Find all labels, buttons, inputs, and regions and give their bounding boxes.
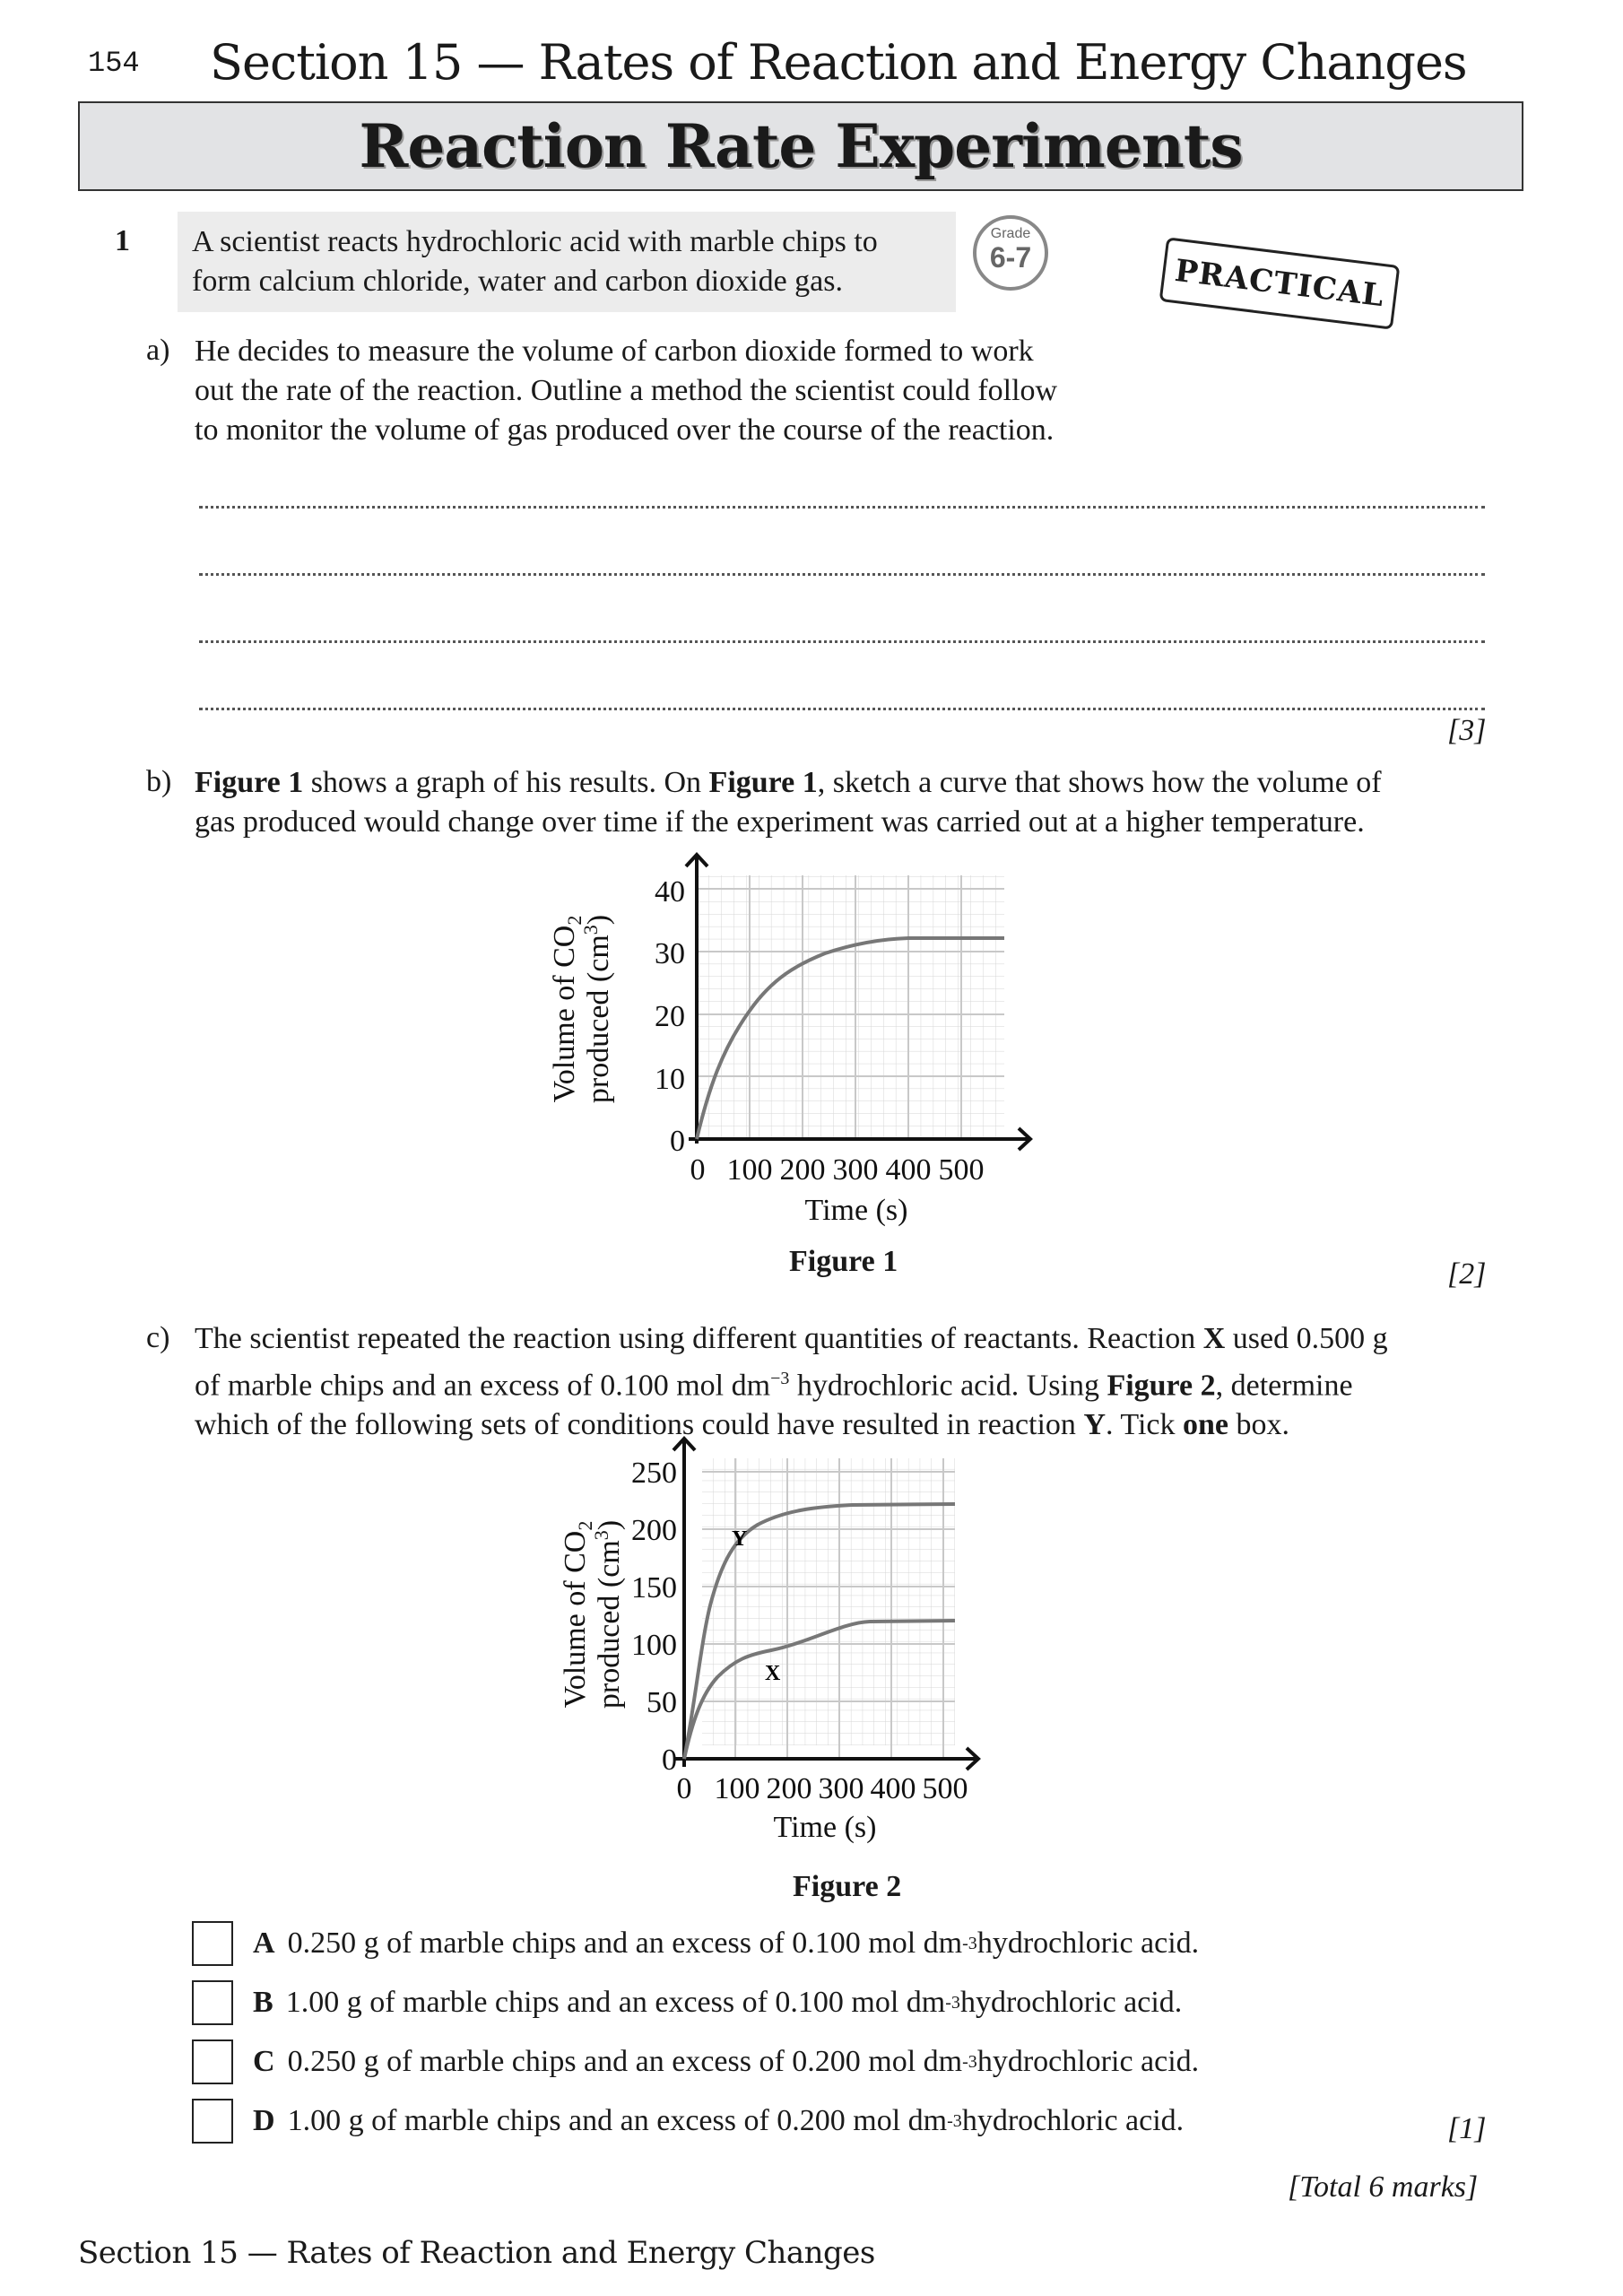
part-b-text <box>195 763 1382 842</box>
option-d[interactable] <box>192 2099 1184 2144</box>
svg-text:400: 400 <box>885 1153 932 1187</box>
checkbox-a[interactable] <box>192 1921 233 1966</box>
svg-text:Volume of CO2: Volume of $CO_2$ <box>559 1520 596 1709</box>
part-b-marks: [2] <box>1447 1257 1487 1291</box>
checkbox-c[interactable] <box>192 2039 233 2084</box>
figure-2-chart[interactable] <box>547 1435 1076 1857</box>
svg-text:0: 0 <box>662 1744 677 1777</box>
part-a-label: a) <box>146 334 170 367</box>
svg-text:100: 100 <box>714 1772 760 1805</box>
option-text: 0.250 g of marble chips and an excess of 0.200 mol dm <box>287 2045 963 2078</box>
svg-text:Time (s): Time (s) <box>804 1194 908 1227</box>
svg-text:100: 100 <box>726 1153 773 1187</box>
svg-text:150: 150 <box>631 1571 677 1605</box>
part-c-text <box>195 1319 1388 1445</box>
question-intro <box>178 212 956 312</box>
svg-text:200: 200 <box>631 1514 677 1547</box>
text: The scientist repeated the reaction using different quantities of reactants. Reaction <box>195 1322 1203 1355</box>
part-a-text <box>195 332 1057 450</box>
option-text: 1.00 g of marble chips and an excess of 0.100 mol dm <box>285 1986 946 2019</box>
option-letter: D <box>253 2104 275 2137</box>
answer-line[interactable] <box>199 639 1485 643</box>
svg-text:Time (s): Time (s) <box>773 1811 877 1844</box>
option-text: 0.250 g of marble chips and an excess of 0.100 mol dm <box>287 1926 963 1960</box>
superscript: −3 <box>770 1369 790 1388</box>
answer-line[interactable] <box>199 706 1485 710</box>
figure-1-caption: Figure 1 <box>789 1245 898 1278</box>
text: box. <box>1228 1408 1289 1442</box>
figure-2-caption: Figure 2 <box>793 1870 902 1903</box>
superscript: -3 <box>947 2110 962 2131</box>
section-title: Section 15 — Rates of Reaction and Energy Changes <box>210 34 1467 91</box>
option-letter: B <box>253 1986 273 2019</box>
question-number: 1 <box>115 224 130 257</box>
option-a[interactable] <box>192 1921 1199 1966</box>
grade-badge-icon <box>973 215 1048 291</box>
part-b-label: b) <box>146 765 172 798</box>
svg-text:100: 100 <box>631 1629 677 1662</box>
svg-text:produced (cm3): produced $(cm^3)$ <box>579 914 615 1104</box>
svg-text:50: 50 <box>647 1686 677 1719</box>
figure-ref: Figure 1 <box>708 766 818 799</box>
figure-ref: Figure 1 <box>195 766 304 799</box>
reaction-x-ref: X <box>1202 1322 1226 1355</box>
superscript: -3 <box>962 2051 977 2072</box>
total-marks: [Total 6 marks] <box>1288 2170 1479 2204</box>
checkbox-b[interactable] <box>192 1980 233 2025</box>
svg-text:10: 10 <box>655 1063 685 1096</box>
option-text-end: hydrochloric acid. <box>959 1986 1183 2019</box>
intro-line-1: A scientist reacts hydrochloric acid with marble chips to <box>192 225 878 258</box>
practical-stamp: PRACTICAL <box>1159 237 1401 329</box>
superscript: -3 <box>962 1933 977 1953</box>
page-title: Reaction Rate Experiments <box>359 111 1243 181</box>
svg-text:produced (cm3): produced $(cm^3)$ <box>590 1519 626 1709</box>
intro-line-2: form calcium chloride, water and carbon dioxide gas. <box>192 265 844 298</box>
part-a-marks: [3] <box>1447 714 1487 747</box>
option-text-end: hydrochloric acid. <box>976 1926 1200 1960</box>
svg-text:500: 500 <box>922 1772 968 1805</box>
figure-ref: Figure 2 <box>1107 1369 1216 1403</box>
option-letter: A <box>253 1926 275 1960</box>
reaction-y-ref: Y <box>1083 1408 1106 1442</box>
svg-text:0: 0 <box>690 1153 706 1187</box>
answer-line[interactable] <box>199 504 1485 509</box>
grade-label: Grade <box>990 226 1031 241</box>
part-a-line-1: He decides to measure the volume of carbon dioxide formed to work <box>195 335 1034 368</box>
text: , sketch a curve that shows how the volume of <box>817 766 1382 799</box>
page-number: 154 <box>88 47 140 80</box>
grade-value: 6-7 <box>989 241 1032 274</box>
svg-text:200: 200 <box>766 1772 812 1805</box>
part-b-line-2: gas produced would change over time if the experiment was carried out at a higher temperature. <box>195 805 1365 839</box>
option-b[interactable] <box>192 1980 1182 2025</box>
checkbox-d[interactable] <box>192 2099 233 2144</box>
svg-text:200: 200 <box>779 1153 826 1187</box>
page-title-banner <box>78 101 1523 191</box>
emphasis: one <box>1183 1408 1228 1442</box>
svg-text:400: 400 <box>870 1772 916 1805</box>
option-c[interactable] <box>192 2039 1199 2084</box>
option-text-end: hydrochloric acid. <box>961 2104 1185 2137</box>
svg-text:40: 40 <box>655 875 685 909</box>
text: hydrochloric acid. Using <box>789 1369 1107 1403</box>
text: which of the following sets of conditions could have resulted in reaction <box>195 1408 1084 1442</box>
option-letter: C <box>253 2045 275 2078</box>
text: shows a graph of his results. On <box>303 766 709 799</box>
text: , determine <box>1215 1369 1353 1403</box>
svg-text:30: 30 <box>655 937 685 970</box>
footer-section-title: Section 15 — Rates of Reaction and Energy Changes <box>78 2235 875 2271</box>
svg-text:Volume of CO2: Volume of $CO_2$ <box>548 915 586 1103</box>
part-c-label: c) <box>146 1321 170 1354</box>
option-text: 1.00 g of marble chips and an excess of 0.200 mol dm <box>287 2104 948 2137</box>
answer-line[interactable] <box>199 571 1485 576</box>
svg-text:250: 250 <box>631 1457 677 1490</box>
part-c-marks: [1] <box>1447 2112 1487 2145</box>
label-y: Y <box>732 1527 748 1551</box>
option-text-end: hydrochloric acid. <box>976 2045 1200 2078</box>
part-a-line-3: to monitor the volume of gas produced over the course of the reaction. <box>195 413 1055 447</box>
svg-text:300: 300 <box>832 1153 879 1187</box>
svg-text:0: 0 <box>676 1772 692 1805</box>
svg-text:20: 20 <box>655 1000 685 1033</box>
figure-1-chart[interactable] <box>538 852 1076 1256</box>
part-a-line-2: out the rate of the reaction. Outline a method the scientist could follow <box>195 374 1058 407</box>
svg-text:300: 300 <box>818 1772 864 1805</box>
superscript: -3 <box>945 1992 960 2013</box>
text: . Tick <box>1106 1408 1183 1442</box>
svg-text:0: 0 <box>670 1125 685 1158</box>
text: of marble chips and an excess of 0.100 mol dm <box>195 1369 771 1403</box>
svg-text:500: 500 <box>938 1153 985 1187</box>
text: used 0.500 g <box>1225 1322 1388 1355</box>
label-x: X <box>765 1662 781 1685</box>
